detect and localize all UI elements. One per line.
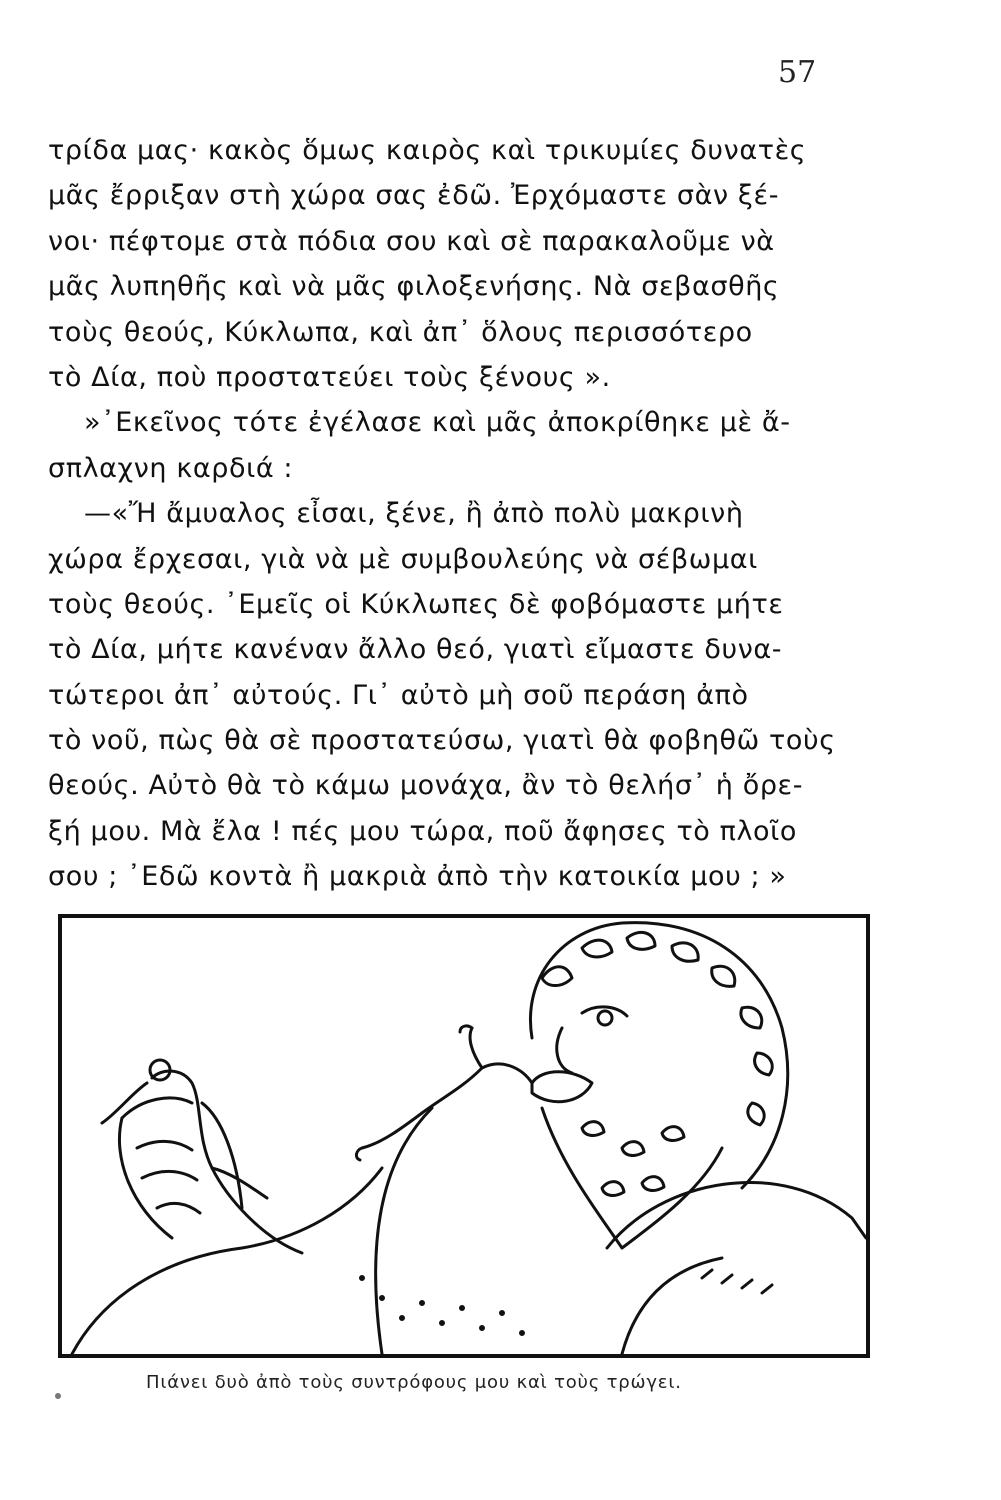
page-number: 57 bbox=[778, 55, 817, 90]
text-line: χώρα ἔρχεσαι, γιὰ νὰ μὲ συμβουλεύης νὰ σέβωμαι bbox=[48, 543, 758, 575]
text-line: τὸ Δία, μήτε κανέναν ἄλλο θεό, γιατὶ εἴμαστε δυνα- bbox=[48, 634, 783, 666]
text-line: τὸ Δία, ποὺ προστατεύει τοὺς ξένους ». bbox=[48, 361, 611, 393]
text-line: σπλαχνη καρδιά : bbox=[48, 452, 294, 484]
text-line: τώτεροι ἀπ᾿ αὐτούς. Γι᾿ αὐτὸ μὴ σοῦ περάση ἀπὸ bbox=[48, 679, 749, 711]
cyclops-drawing bbox=[62, 918, 866, 1354]
text-line: »᾿Εκεῖνος τότε ἐγέλασε καὶ μᾶς ἀποκρίθηκε μὲ ἄ- bbox=[84, 407, 791, 439]
text-line: ξή μου. Μὰ ἔλα ! πές μου τώρα, ποῦ ἄφησες τὸ πλοῖο bbox=[48, 815, 798, 847]
text-line: μᾶς ἔρριξαν στὴ χώρα σας ἐδῶ. Ἐρχόμαστε σὰν ξέ- bbox=[48, 180, 780, 212]
text-line: θεούς. Αὐτὸ θὰ τὸ κάμω μονάχα, ἂν τὸ θελήσ᾿ ἡ ὄρε- bbox=[48, 770, 804, 802]
text-line: νοι· πέφτομε στὰ πόδια σου καὶ σὲ παρακαλοῦμε νὰ bbox=[48, 225, 775, 257]
text-line: μᾶς λυπηθῆς καὶ νὰ μᾶς φιλοξενήσης. Νὰ σεβασθῆς bbox=[48, 271, 780, 303]
body-text bbox=[48, 128, 868, 900]
text-line: τρίδα μας· κακὸς ὅμως καιρὸς καὶ τρικυμίες δυνατὲς bbox=[48, 135, 807, 166]
text-line: τοὺς θεούς. ᾿Εμεῖς οἱ Κύκλωπες δὲ φοβόμαστε μήτε bbox=[48, 588, 784, 620]
text-line: τὸ νοῦ, πὼς θὰ σὲ προστατεύσω, γιατὶ θὰ φοβηθῶ τοὺς bbox=[48, 725, 836, 757]
text-line: τοὺς θεούς, Κύκλωπα, καὶ ἀπ᾿ ὅλους περισσότερο bbox=[48, 316, 753, 348]
cyclops-illustration bbox=[58, 914, 870, 1358]
print-speck bbox=[55, 1393, 61, 1399]
text-line: σου ; ᾿Εδῶ κοντὰ ἢ μακριὰ ἀπὸ τὴν κατοικία μου ; » bbox=[48, 861, 787, 893]
illustration-caption: Πιάνει δυὸ ἀπὸ τοὺς συντρόφους μου καὶ τοὺς τρώγει. bbox=[146, 1372, 682, 1393]
text-line: —«Ἤ ἄμυαλος εἶσαι, ξένε, ἢ ἀπὸ πολὺ μακρινὴ bbox=[84, 498, 744, 530]
